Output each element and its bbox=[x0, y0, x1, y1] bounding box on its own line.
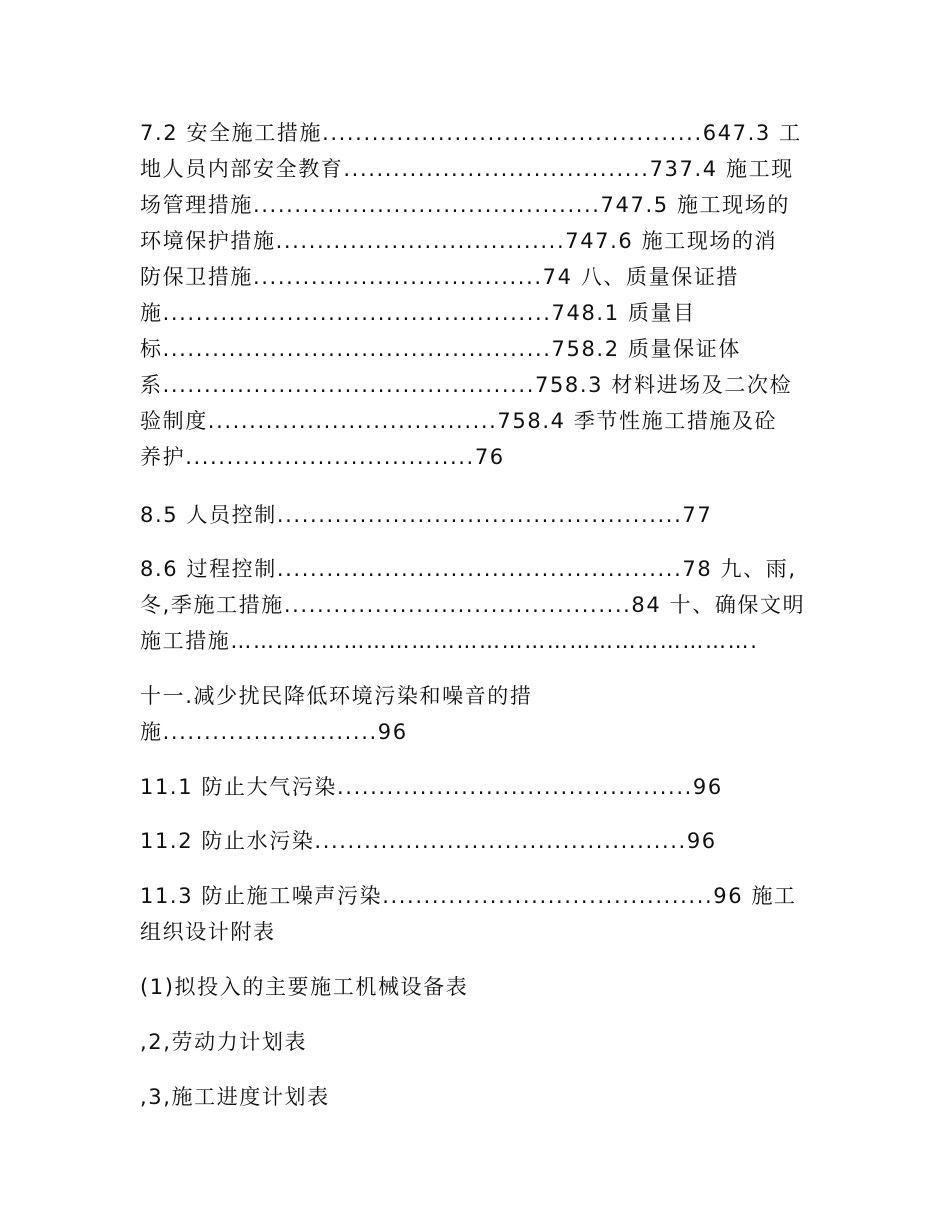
toc-block-11-2 bbox=[140, 823, 820, 859]
toc-line: 8.5 人员控制.................................................77 bbox=[140, 503, 713, 527]
toc-line: ,3,施工进度计划表 bbox=[140, 1085, 330, 1109]
toc-line: 组织设计附表 bbox=[140, 920, 276, 944]
toc-block-11-1 bbox=[140, 769, 820, 805]
toc-block-11-3 bbox=[140, 878, 820, 950]
toc-line: 系.............................................758.3 材料进场及二次检 bbox=[140, 373, 793, 397]
toc-block-8-5 bbox=[140, 497, 820, 533]
toc-line: 施...............................................748.1 质量目 bbox=[140, 301, 696, 325]
appendix-item-3 bbox=[140, 1079, 820, 1115]
toc-line: 8.6 过程控制.................................................78 九、雨, bbox=[140, 557, 797, 581]
toc-line: 防保卫措施...................................74 八、质量保证措 bbox=[140, 265, 740, 289]
toc-block-7-2-to-8-4 bbox=[140, 115, 820, 475]
toc-line: 环境保护措施...................................747.6 施工现场的消 bbox=[140, 229, 778, 253]
toc-line: (1)拟投入的主要施工机械设备表 bbox=[140, 975, 469, 999]
appendix-item-1 bbox=[140, 969, 820, 1005]
toc-line: 冬,季施工措施..........................................84 十、确保文明 bbox=[140, 593, 806, 617]
toc-line: 施..........................96 bbox=[140, 720, 408, 744]
toc-block-8-6 bbox=[140, 551, 820, 659]
toc-line: 养护...................................76 bbox=[140, 445, 505, 469]
toc-line: 施工措施……………………………………………………………. bbox=[140, 629, 759, 653]
toc-block-section-11 bbox=[140, 678, 820, 750]
toc-line: 验制度...................................758.4 季节性施工措施及砼 bbox=[140, 409, 778, 433]
toc-line: 11.2 防止水污染.............................................96 bbox=[140, 829, 717, 853]
appendix-item-2 bbox=[140, 1024, 820, 1060]
toc-line: ,2,劳动力计划表 bbox=[140, 1030, 308, 1054]
toc-line: 地人员内部安全教育.....................................737.4 施工现 bbox=[140, 157, 794, 181]
toc-line: 11.1 防止大气污染...........................................96 bbox=[140, 775, 723, 799]
toc-line: 场管理措施..........................................747.5 施工现场的 bbox=[140, 193, 790, 217]
toc-line: 11.3 防止施工噪声污染........................................96 施工 bbox=[140, 884, 797, 908]
toc-line: 标...............................................758.2 质量保证体 bbox=[140, 337, 741, 361]
toc-line: 十一.减少扰民降低环境污染和噪音的措 bbox=[140, 684, 533, 708]
toc-line: 7.2 安全施工措施..............................................647.3 工 bbox=[140, 121, 802, 145]
